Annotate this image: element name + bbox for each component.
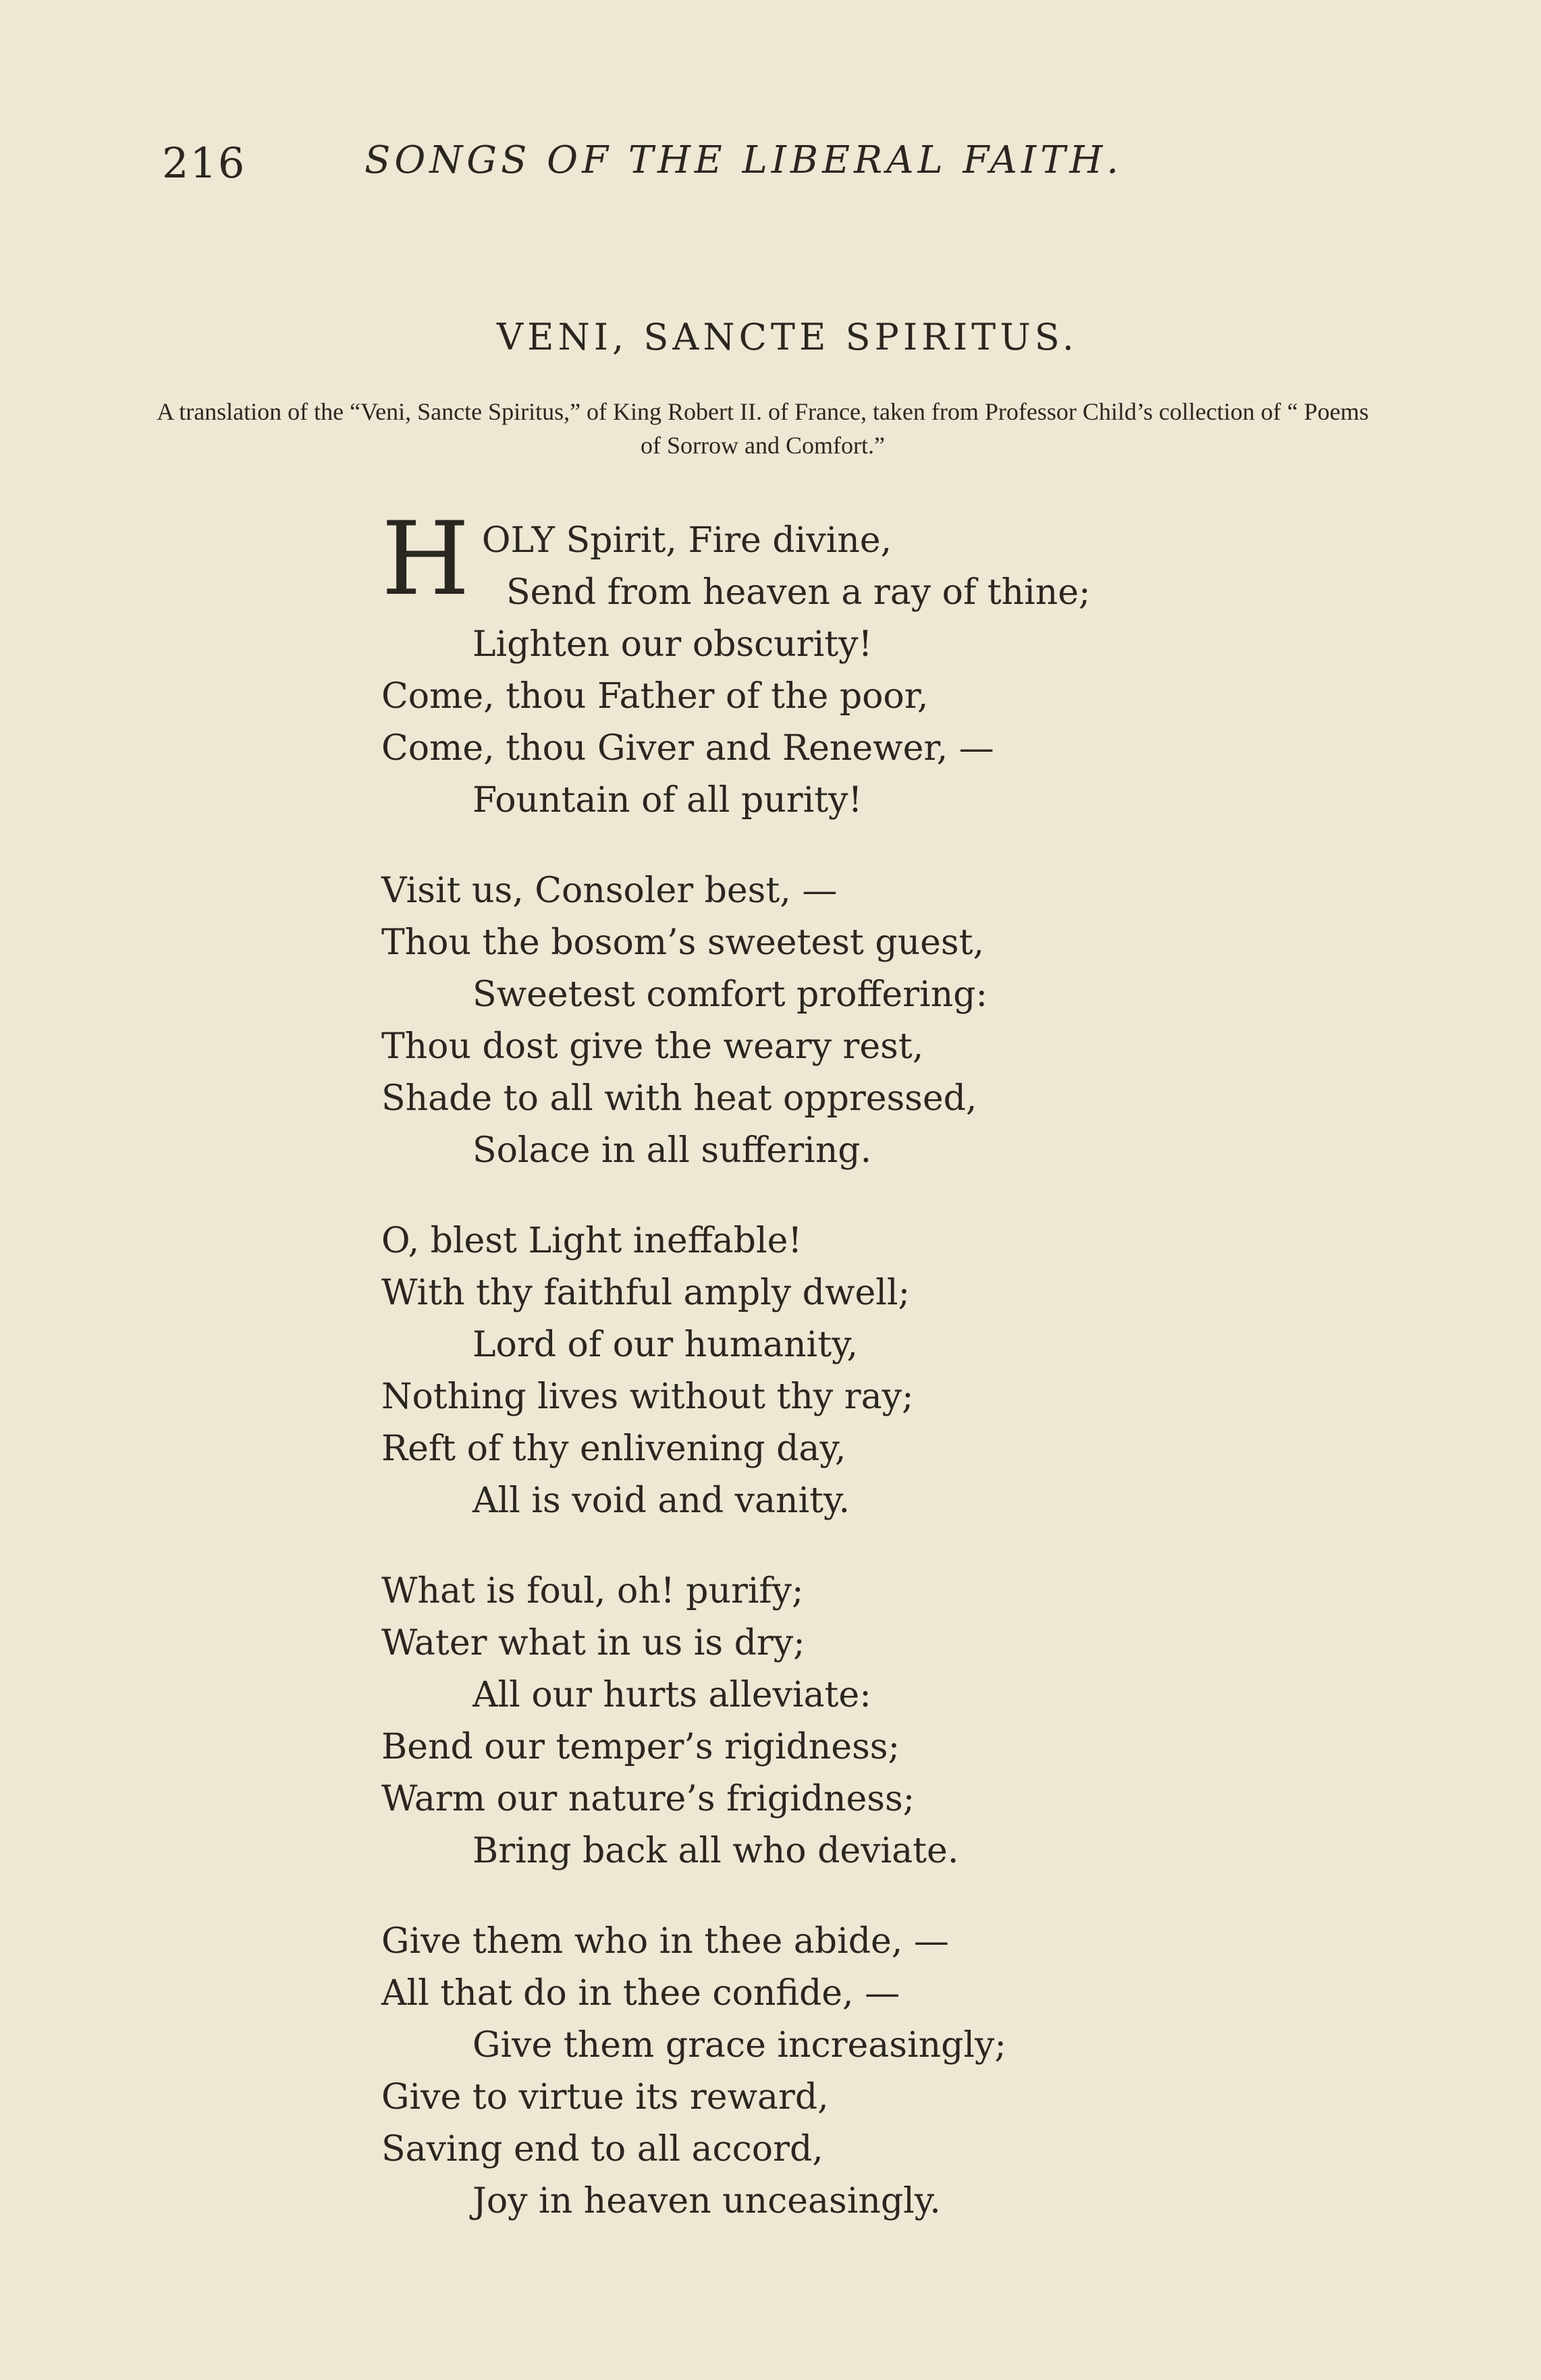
drop-cap: H bbox=[381, 501, 470, 618]
poem-line: Solace in all suffering. bbox=[472, 1130, 872, 1171]
page-header bbox=[0, 138, 1541, 192]
running-title: SONGS OF THE LIBERAL FAITH. bbox=[364, 138, 1123, 182]
poem-title: VENI, SANCTE SPIRITUS. bbox=[497, 316, 1078, 358]
poem-line: With thy faithful amply dwell; bbox=[381, 1273, 911, 1313]
poem-line: What is foul, oh! purify; bbox=[381, 1571, 804, 1611]
poem-body bbox=[381, 501, 1259, 2266]
poem-line: Thou the bosom’s sweetest guest, bbox=[381, 922, 985, 963]
poem-line: Warm our nature’s frigidness; bbox=[381, 1779, 915, 1819]
stanza bbox=[381, 1566, 1259, 1877]
poem-line: Send from heaven a ray of thine; bbox=[506, 572, 1091, 613]
poem-line: O, blest Light ineffable! bbox=[381, 1221, 803, 1261]
poem-line: Shade to all with heat oppressed, bbox=[381, 1078, 977, 1119]
stanza bbox=[381, 501, 1259, 827]
poem-line: Nothing lives without thy ray; bbox=[381, 1377, 914, 1417]
poem-line: Bend our temper’s rigidness; bbox=[381, 1727, 900, 1767]
poem-line: Saving end to all accord, bbox=[381, 2129, 823, 2169]
poem-line: All is void and vanity. bbox=[472, 1480, 850, 1521]
poem-line: Sweetest comfort proffering: bbox=[472, 974, 988, 1015]
poem-line: Give them who in thee abide, — bbox=[381, 1921, 949, 1962]
stanza bbox=[381, 865, 1259, 1177]
poem-line: Thou dost give the weary rest, bbox=[381, 1026, 924, 1067]
poem-line: Fountain of all purity! bbox=[472, 780, 863, 821]
poem-line: Reft of thy enlivening day, bbox=[381, 1429, 846, 1469]
poem-line: Come, thou Father of the poor, bbox=[381, 676, 929, 717]
poem-line: Water what in us is dry; bbox=[381, 1623, 805, 1663]
poem-line: Lord of our humanity, bbox=[472, 1325, 859, 1365]
poem-line: Bring back all who deviate. bbox=[472, 1831, 959, 1871]
poem-line: All that do in thee confide, — bbox=[381, 1973, 900, 2014]
translation-note: A translation of the “Veni, Sancte Spiritus,” of King Robert II. of France, taken from Professor Child’s collection of “ Poems of Sorrow and Comfort.” bbox=[157, 398, 1369, 459]
poem-line: All our hurts alleviate: bbox=[472, 1675, 871, 1715]
stanza bbox=[381, 1916, 1259, 2227]
poem-line: Visit us, Consoler best, — bbox=[381, 870, 838, 911]
poem-line: Come, thou Giver and Renewer, — bbox=[381, 728, 994, 769]
poem-line: OLY Spirit, Fire divine, bbox=[481, 520, 892, 561]
poem-line: Joy in heaven unceasingly. bbox=[472, 2181, 941, 2221]
poem-line: Give them grace increasingly; bbox=[472, 2025, 1006, 2066]
stanza bbox=[381, 1215, 1259, 1527]
stanza-opening bbox=[381, 501, 1259, 619]
poem-line: Give to virtue its reward, bbox=[381, 2077, 829, 2118]
page-number: 216 bbox=[162, 138, 246, 188]
poem-line: Lighten our obscurity! bbox=[472, 624, 873, 665]
